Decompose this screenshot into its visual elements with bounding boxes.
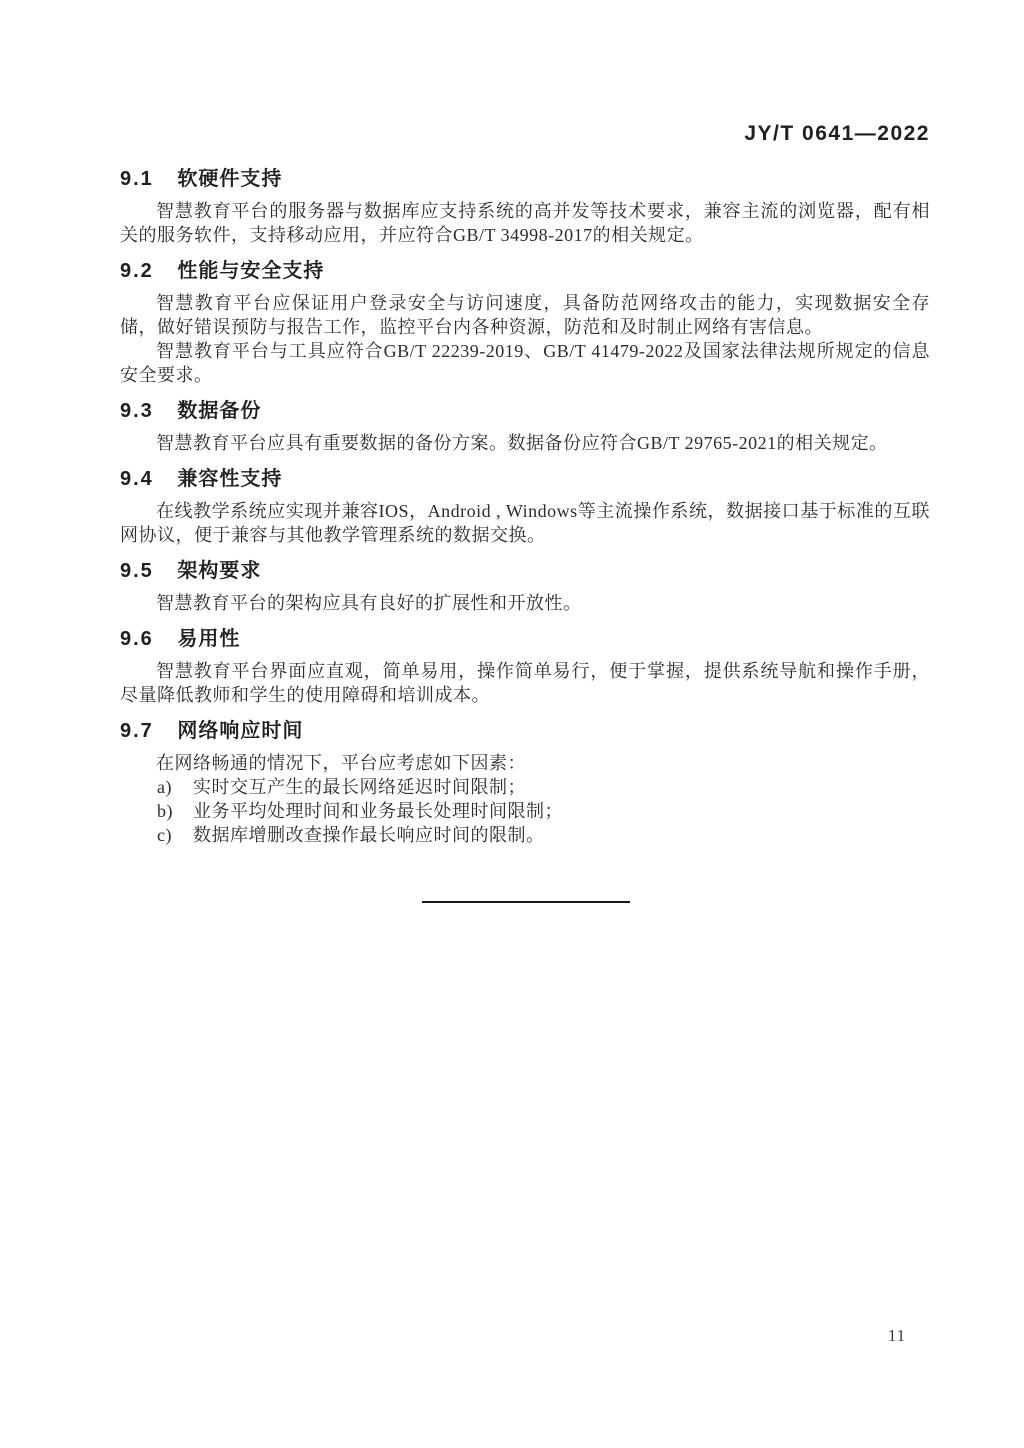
sections (120, 168, 930, 847)
paragraph: 智慧教育平台应具有重要数据的备份方案。数据备份应符合GB/T 29765-2021的相关规定。 (156, 433, 888, 453)
paragraph: 在网络畅通的情况下，平台应考虑如下因素： (156, 753, 526, 773)
section-body (120, 431, 930, 455)
section (120, 260, 930, 387)
paragraph: 智慧教育平台应保证用户登录安全与访问速度，具备防范网络攻击的能力，实现数据安全存储，做好错误预防与报告工作，监控平台内各种资源，防范和及时制止网络有害信息。 (120, 293, 930, 337)
section-heading (120, 560, 930, 582)
section-number: 9.7 (120, 720, 154, 742)
list-item-marker: a) (157, 777, 172, 797)
section-heading (120, 628, 930, 650)
list-item-marker: c) (157, 825, 172, 845)
list-item-marker: b) (157, 801, 173, 821)
section-number: 9.6 (120, 628, 154, 650)
section (120, 400, 930, 455)
section-heading (120, 260, 930, 282)
section-title: 软硬件支持 (177, 168, 283, 190)
section-heading (120, 400, 930, 422)
paragraph: 智慧教育平台界面应直观，简单易用，操作简单易行，便于掌握，提供系统导航和操作手册，尽量降低教师和学生的使用障碍和培训成本。 (120, 661, 930, 705)
section-heading (120, 720, 930, 742)
section (120, 720, 930, 847)
document-content (120, 155, 930, 847)
section-body (120, 199, 930, 247)
section-title: 易用性 (177, 628, 241, 650)
list-item (157, 823, 930, 847)
list-item (157, 775, 930, 799)
section-body (120, 659, 930, 707)
section-number: 9.2 (120, 260, 154, 282)
section-heading (120, 468, 930, 490)
doc-number: JY/T 0641—2022 (744, 122, 930, 145)
section-heading (120, 168, 930, 190)
paragraph: 智慧教育平台与工具应符合GB/T 22239-2019、GB/T 41479-2022及国家法律法规所规定的信息安全要求。 (120, 341, 930, 385)
end-of-document-divider (422, 901, 630, 903)
section (120, 628, 930, 707)
paragraph: 在线教学系统应实现并兼容IOS，Android , Windows等主流操作系统，数据接口基于标准的互联网协议，便于兼容与其他教学管理系统的数据交换。 (120, 501, 930, 545)
paragraph: 智慧教育平台的服务器与数据库应支持系统的高并发等技术要求，兼容主流的浏览器，配有相关的服务软件，支持移动应用，并应符合GB/T 34998-2017的相关规定。 (120, 201, 930, 245)
page-header (120, 122, 930, 146)
section-number: 9.1 (120, 168, 154, 190)
section-title: 兼容性支持 (177, 468, 283, 490)
section-body (120, 751, 930, 847)
section-body (120, 591, 930, 615)
paragraph: 智慧教育平台的架构应具有良好的扩展性和开放性。 (156, 593, 582, 613)
section-number: 9.5 (120, 560, 154, 582)
section-number: 9.4 (120, 468, 154, 490)
section (120, 168, 930, 247)
section-number: 9.3 (120, 400, 154, 422)
list-item (157, 799, 930, 823)
section-body (120, 499, 930, 547)
section (120, 468, 930, 547)
list-item-text: 业务平均处理时间和业务最长处理时间限制； (193, 801, 563, 821)
section-title: 性能与安全支持 (177, 260, 325, 282)
list-item-text: 实时交互产生的最长网络延迟时间限制； (193, 777, 526, 797)
section (120, 560, 930, 615)
section-body (120, 291, 930, 387)
page-number: 11 (887, 1326, 907, 1345)
section-title: 数据备份 (177, 400, 262, 422)
section-title: 架构要求 (177, 560, 262, 582)
list-item-text: 数据库增删改查操作最长响应时间的限制。 (193, 825, 545, 845)
section-title: 网络响应时间 (177, 720, 304, 742)
